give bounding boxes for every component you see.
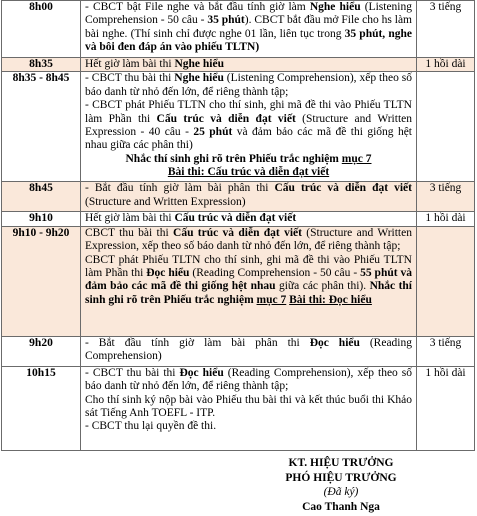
- instruction-cell: [81, 212, 417, 226]
- schedule-row: [2, 336, 475, 366]
- instruction-cell: [81, 182, 417, 212]
- bell-signal-cell: 1 hồi dài: [417, 212, 475, 226]
- content-text: - CBCT thu bài thi: [85, 366, 180, 379]
- schedule-row: [2, 212, 475, 226]
- content-text: (Reading Comprehension - 50 câu -: [189, 267, 361, 280]
- emphasis-text: Bài thi: Đọc hiểu: [289, 293, 372, 306]
- schedule-row: [2, 58, 475, 72]
- content-text: (Structure and Written Expression): [85, 195, 246, 208]
- content-text: - CBCT thu lại quyền đề thi.: [85, 420, 217, 433]
- instruction-cell: [81, 366, 417, 450]
- schedule-row: [2, 366, 475, 450]
- time-cell: 8h45: [2, 182, 81, 212]
- content-text: (Reading Comprehension), xếp theo số báo danh từ nhỏ đến lớn, để riêng thành tập;: [85, 366, 413, 393]
- time-cell: 8h35: [2, 58, 81, 72]
- content-text: giữa các phân thi).: [275, 280, 370, 293]
- content-text: ). CBCT bắt đầu mở File cho hs làm bài nghe. (Thí sinh chỉ được nghe 01 lần, liên tục trong: [85, 14, 412, 40]
- schedule-row: [2, 182, 475, 212]
- content-text: [289, 294, 372, 306]
- instruction-cell: [81, 58, 417, 72]
- content-text: (Listening Comprehension - 50 câu -: [85, 1, 412, 27]
- schedule-row: [2, 72, 475, 182]
- instruction-cell: [81, 72, 417, 182]
- content-text: Bài thi: Cấu trúc và diễn đạt viết: [167, 166, 330, 179]
- content-text: CBCT phát Phiếu TLTN cho thí sinh, ghi mã đề thi vào Phiếu TLTN làm Phần thi: [85, 253, 412, 280]
- content-text: Cho thí sinh ký nộp bài vào Phiếu thu bài thi và kết thúc buổi thi Khảo sát Tiếng Anh TOEFL - ITP.: [85, 393, 412, 420]
- content-text: mục 7: [341, 152, 372, 165]
- schedule-row: [2, 1, 475, 58]
- content-text: CBCT thu bài thi: [85, 226, 174, 239]
- content-text: Cấu trúc và diễn đạt viết: [173, 226, 302, 239]
- signature-block: [256, 456, 426, 514]
- content-text: Nhắc thí sinh ghi rõ trên Phiếu trắc nghiệm: [85, 280, 413, 306]
- time-cell: 8h35 - 8h45: [2, 72, 81, 182]
- content-text: Cấu trúc và diễn đạt viết: [274, 182, 412, 195]
- content-text: Hết giờ làm bài thi: [85, 212, 175, 225]
- content-text: (Reading Comprehension): [85, 336, 412, 363]
- instruction-cell: [81, 1, 417, 58]
- content-text: Nghe hiểu: [174, 58, 224, 70]
- content-text: Cấu trúc và diễn đạt viết: [174, 212, 297, 225]
- content-text: Hết giờ làm bài thi: [85, 58, 175, 70]
- bell-signal-cell: 3 tiếng: [417, 182, 475, 212]
- content-text: 25 phút: [193, 126, 233, 139]
- signature-signed-note: (Đã ký): [323, 486, 359, 498]
- schedule-row: [2, 226, 475, 336]
- time-cell: 9h20: [2, 336, 81, 366]
- content-text: Nghe hiểu: [309, 1, 361, 13]
- content-text: - Bắt đầu tính giờ làm bài phân thi: [85, 336, 310, 349]
- instruction-cell: [81, 226, 417, 336]
- time-cell: 10h15: [2, 366, 81, 450]
- content-text: - CBCT bật File nghe và bắt đầu tính giờ làm: [85, 1, 310, 13]
- content-text: 35 phút: [207, 14, 245, 27]
- bell-signal-cell: 1 hồi dài: [417, 58, 475, 72]
- schedule-body: [2, 1, 475, 451]
- content-text: Nhắc thí sinh ghi rõ trên Phiếu trắc nghiệm: [125, 152, 342, 165]
- content-text: Cấu trúc và diễn đạt viết: [156, 112, 296, 125]
- content-text: [257, 294, 287, 306]
- content-text: - CBCT thu bài thi: [85, 72, 175, 85]
- content-text: Đọc hiểu: [179, 366, 224, 379]
- content-text: - CBCT phát Phiếu TLTN cho thí sinh, ghi mã đề thi vào Phiếu TLTN làm Phần thi: [85, 99, 412, 125]
- exam-schedule-table: [1, 0, 475, 451]
- instruction-cell: [81, 336, 417, 366]
- bell-signal-cell: 1 hồi dài: [417, 366, 475, 450]
- content-text: 35 phút, nghe và bôi đen đáp án vào phiếu TLTN): [85, 27, 412, 54]
- content-text: (Structure and Written Expression - 40 câu -: [85, 112, 412, 139]
- bell-signal-cell: [417, 72, 475, 182]
- signer-name: Cao Thanh Nga: [302, 500, 380, 513]
- answer-sheet-reminder: [85, 153, 412, 180]
- content-text: Đọc hiểu: [146, 267, 190, 280]
- content-text: Nghe hiểu: [174, 72, 224, 85]
- bell-signal-cell: 3 tiếng: [417, 1, 475, 58]
- signature-title-1: KT. HIỆU TRƯỞNG: [288, 457, 394, 469]
- bell-signal-cell: 3 tiếng: [417, 336, 475, 366]
- content-text: (Structure and Written Expression, xếp theo số báo danh từ nhỏ đến lớn, để riêng thành tập;: [85, 226, 412, 253]
- bell-signal-cell: [417, 226, 475, 336]
- content-text: Đọc hiểu: [309, 336, 360, 349]
- content-text: 55 phút và đảm bảo các mã đề thi giống hệt nhau: [85, 267, 413, 293]
- content-text: - Bắt đầu tính giờ làm bài phân thi: [85, 182, 275, 195]
- content-text: (Listening Comprehension), xếp theo số báo danh từ nhỏ đến lớn, để riêng thành tập;: [85, 72, 412, 98]
- time-cell: 9h10: [2, 212, 81, 226]
- time-cell: 9h10 - 9h20: [2, 226, 81, 336]
- content-text: và đảm bảo các mã đề thi giống hệt nhau giữa các phân thi): [85, 126, 412, 152]
- signature-title-2: PHÓ HIỆU TRƯỞNG: [285, 471, 397, 484]
- time-cell: 8h00: [2, 1, 81, 58]
- emphasis-text: mục 7: [256, 293, 287, 306]
